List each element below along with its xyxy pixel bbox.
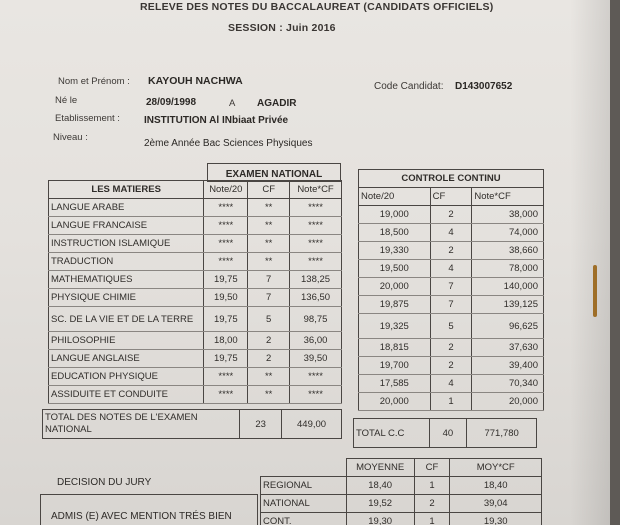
exam-note-cf: 39,50	[290, 350, 342, 368]
exam-total-value: 449,00	[282, 410, 342, 439]
cc-note: 19,000	[359, 206, 431, 224]
exam-note: 19,50	[204, 289, 248, 307]
summary-moyenne: 19,30	[346, 513, 414, 525]
cc-cf: 7	[430, 278, 472, 296]
summary-col-moycf: MOY*CF	[450, 459, 542, 477]
exam-subject: LANGUE ANGLAISE	[49, 350, 204, 368]
cc-row	[359, 260, 544, 278]
exam-subject: SC. DE LA VIE ET DE LA TERRE	[49, 307, 204, 332]
summary-row	[261, 477, 542, 495]
school-label: Etablissement :	[55, 113, 120, 124]
cc-note-cf: 70,340	[472, 375, 544, 393]
exam-total-cf: 23	[240, 410, 282, 439]
exam-subject: MATHEMATIQUES	[49, 271, 204, 289]
summary-label: CONT.	[261, 513, 347, 525]
birth-at-label: A	[229, 98, 236, 109]
summary-cf: 1	[414, 477, 450, 495]
jury-title: DECISION DU JURY	[57, 477, 152, 488]
cc-cf: 2	[430, 357, 472, 375]
exam-note: 18,00	[204, 332, 248, 350]
cc-table	[358, 169, 544, 411]
summary-moycf: 39,04	[450, 495, 542, 513]
session-line	[228, 22, 336, 34]
cc-total-cf: 40	[429, 419, 467, 448]
exam-note: ****	[204, 199, 248, 217]
exam-note: 19,75	[204, 307, 248, 332]
exam-row	[49, 332, 342, 350]
birth-date: 28/09/1998	[146, 97, 197, 108]
summary-cf: 1	[414, 513, 450, 525]
col-note-header: Note/20	[204, 181, 248, 199]
exam-note: ****	[204, 217, 248, 235]
exam-note: ****	[204, 253, 248, 271]
cc-note: 20,000	[359, 278, 431, 296]
exam-cf: 7	[248, 271, 290, 289]
exam-note-cf: 138,25	[290, 271, 342, 289]
exam-cf: 2	[248, 350, 290, 368]
cc-total-value: 771,780	[467, 419, 537, 448]
exam-cf: 2	[248, 332, 290, 350]
exam-row	[49, 307, 342, 332]
cc-note-cf: 140,000	[472, 278, 544, 296]
binding-mark	[593, 265, 597, 317]
cc-note: 18,815	[359, 339, 431, 357]
exam-note-cf: 98,75	[290, 307, 342, 332]
birth-place: AGADIR	[257, 98, 297, 109]
exam-note-cf: ****	[290, 368, 342, 386]
cc-col-ncf-header: Note*CF	[472, 188, 544, 206]
summary-label: REGIONAL	[261, 477, 347, 495]
col-ncf-header: Note*CF	[290, 181, 342, 199]
exam-subject: LANGUE ARABE	[49, 199, 204, 217]
cc-total-table	[353, 418, 537, 448]
cc-note-cf: 78,000	[472, 260, 544, 278]
exam-note-cf: ****	[290, 235, 342, 253]
exam-note-cf: 36,00	[290, 332, 342, 350]
exam-total-label: TOTAL DES NOTES DE L'EXAMEN NATIONAL	[43, 410, 240, 439]
cc-cf: 7	[430, 296, 472, 314]
exam-note-cf: ****	[290, 386, 342, 404]
candidate-code: D143007652	[455, 81, 513, 92]
exam-total-table	[42, 409, 342, 439]
summary-col-cf: CF	[414, 459, 450, 477]
cc-row	[359, 206, 544, 224]
cc-note-cf: 37,630	[472, 339, 544, 357]
session-value: Juin 2016	[286, 22, 336, 34]
born-label: Né le	[55, 95, 78, 106]
jury-decision: ADMIS (E) AVEC MENTION TRÉS BIEN	[51, 511, 232, 522]
cc-total-label: TOTAL C.C	[354, 419, 430, 448]
cc-note-cf: 96,625	[472, 314, 544, 339]
exam-cf: 5	[248, 307, 290, 332]
summary-moycf: 19,30	[450, 513, 542, 525]
cc-row	[359, 314, 544, 339]
cc-row	[359, 224, 544, 242]
exam-row	[49, 217, 342, 235]
cc-cf: 2	[430, 242, 472, 260]
name-label: Nom et Prénom :	[58, 76, 130, 87]
cc-note: 19,700	[359, 357, 431, 375]
cc-row	[359, 296, 544, 314]
cc-row	[359, 357, 544, 375]
exam-row	[49, 235, 342, 253]
cc-note: 18,500	[359, 224, 431, 242]
exam-note-cf: ****	[290, 199, 342, 217]
summary-col-moyenne: MOYENNE	[346, 459, 414, 477]
cc-note: 19,330	[359, 242, 431, 260]
exam-cf: **	[248, 199, 290, 217]
cc-note-cf: 38,000	[472, 206, 544, 224]
summary-moyenne: 19,52	[346, 495, 414, 513]
cc-note: 19,875	[359, 296, 431, 314]
cc-cf: 1	[430, 393, 472, 411]
exam-note: 19,75	[204, 350, 248, 368]
document-title: RELEVE DES NOTES DU BACCALAUREAT (CANDIDATS OFFICIELS)	[140, 1, 494, 13]
cc-cf: 4	[430, 375, 472, 393]
cc-note-cf: 20,000	[472, 393, 544, 411]
cc-note: 20,000	[359, 393, 431, 411]
exam-cf: **	[248, 253, 290, 271]
exam-cf: **	[248, 217, 290, 235]
cc-note: 19,500	[359, 260, 431, 278]
exam-subject: ASSIDUITE ET CONDUITE	[49, 386, 204, 404]
cc-cf: 2	[430, 339, 472, 357]
exam-row	[49, 289, 342, 307]
exam-national-table	[48, 180, 342, 404]
summary-table	[260, 458, 542, 525]
cc-note-cf: 38,660	[472, 242, 544, 260]
exam-note-cf: ****	[290, 217, 342, 235]
summary-row	[261, 513, 542, 525]
cc-row	[359, 278, 544, 296]
exam-note: ****	[204, 386, 248, 404]
cc-cf: 5	[430, 314, 472, 339]
cc-cf: 2	[430, 206, 472, 224]
summary-cf: 2	[414, 495, 450, 513]
exam-row	[49, 199, 342, 217]
exam-cf: **	[248, 386, 290, 404]
exam-subject: INSTRUCTION ISLAMIQUE	[49, 235, 204, 253]
cc-note: 17,585	[359, 375, 431, 393]
cc-note: 19,325	[359, 314, 431, 339]
exam-row	[49, 253, 342, 271]
code-label: Code Candidat:	[374, 81, 444, 92]
jury-decision-box	[40, 494, 258, 525]
col-subject-header: LES MATIERES	[49, 181, 204, 199]
cc-row	[359, 242, 544, 260]
exam-note: 19,75	[204, 271, 248, 289]
cc-row	[359, 393, 544, 411]
session-label: SESSION :	[228, 22, 283, 34]
summary-label: NATIONAL	[261, 495, 347, 513]
exam-subject: LANGUE FRANCAISE	[49, 217, 204, 235]
exam-note: ****	[204, 235, 248, 253]
exam-note-cf: ****	[290, 253, 342, 271]
level-value: 2ème Année Bac Sciences Physiques	[144, 138, 313, 149]
summary-moycf: 18,40	[450, 477, 542, 495]
level-label: Niveau :	[53, 132, 88, 143]
exam-row	[49, 368, 342, 386]
cc-row	[359, 339, 544, 357]
exam-note: ****	[204, 368, 248, 386]
cc-cf: 4	[430, 260, 472, 278]
col-cf-header: CF	[248, 181, 290, 199]
cc-row	[359, 375, 544, 393]
exam-cf: **	[248, 235, 290, 253]
candidate-name: KAYOUH NACHWA	[148, 75, 243, 87]
exam-subject: PHILOSOPHIE	[49, 332, 204, 350]
summary-row	[261, 495, 542, 513]
school-name: INSTITUTION Al INbiaat Privée	[144, 115, 289, 126]
exam-note-cf: 136,50	[290, 289, 342, 307]
exam-row	[49, 271, 342, 289]
exam-cf: **	[248, 368, 290, 386]
cc-section-title: CONTROLE CONTINU	[359, 170, 544, 188]
exam-subject: PHYSIQUE CHIMIE	[49, 289, 204, 307]
cc-col-cf-header: CF	[430, 188, 472, 206]
cc-note-cf: 74,000	[472, 224, 544, 242]
exam-cf: 7	[248, 289, 290, 307]
cc-col-note-header: Note/20	[359, 188, 431, 206]
exam-section-title: EXAMEN NATIONAL	[225, 169, 323, 180]
summary-moyenne: 18,40	[346, 477, 414, 495]
cc-note-cf: 39,400	[472, 357, 544, 375]
exam-subject: EDUCATION PHYSIQUE	[49, 368, 204, 386]
exam-row	[49, 350, 342, 368]
exam-row	[49, 386, 342, 404]
exam-subject: TRADUCTION	[49, 253, 204, 271]
cc-note-cf: 139,125	[472, 296, 544, 314]
cc-cf: 4	[430, 224, 472, 242]
